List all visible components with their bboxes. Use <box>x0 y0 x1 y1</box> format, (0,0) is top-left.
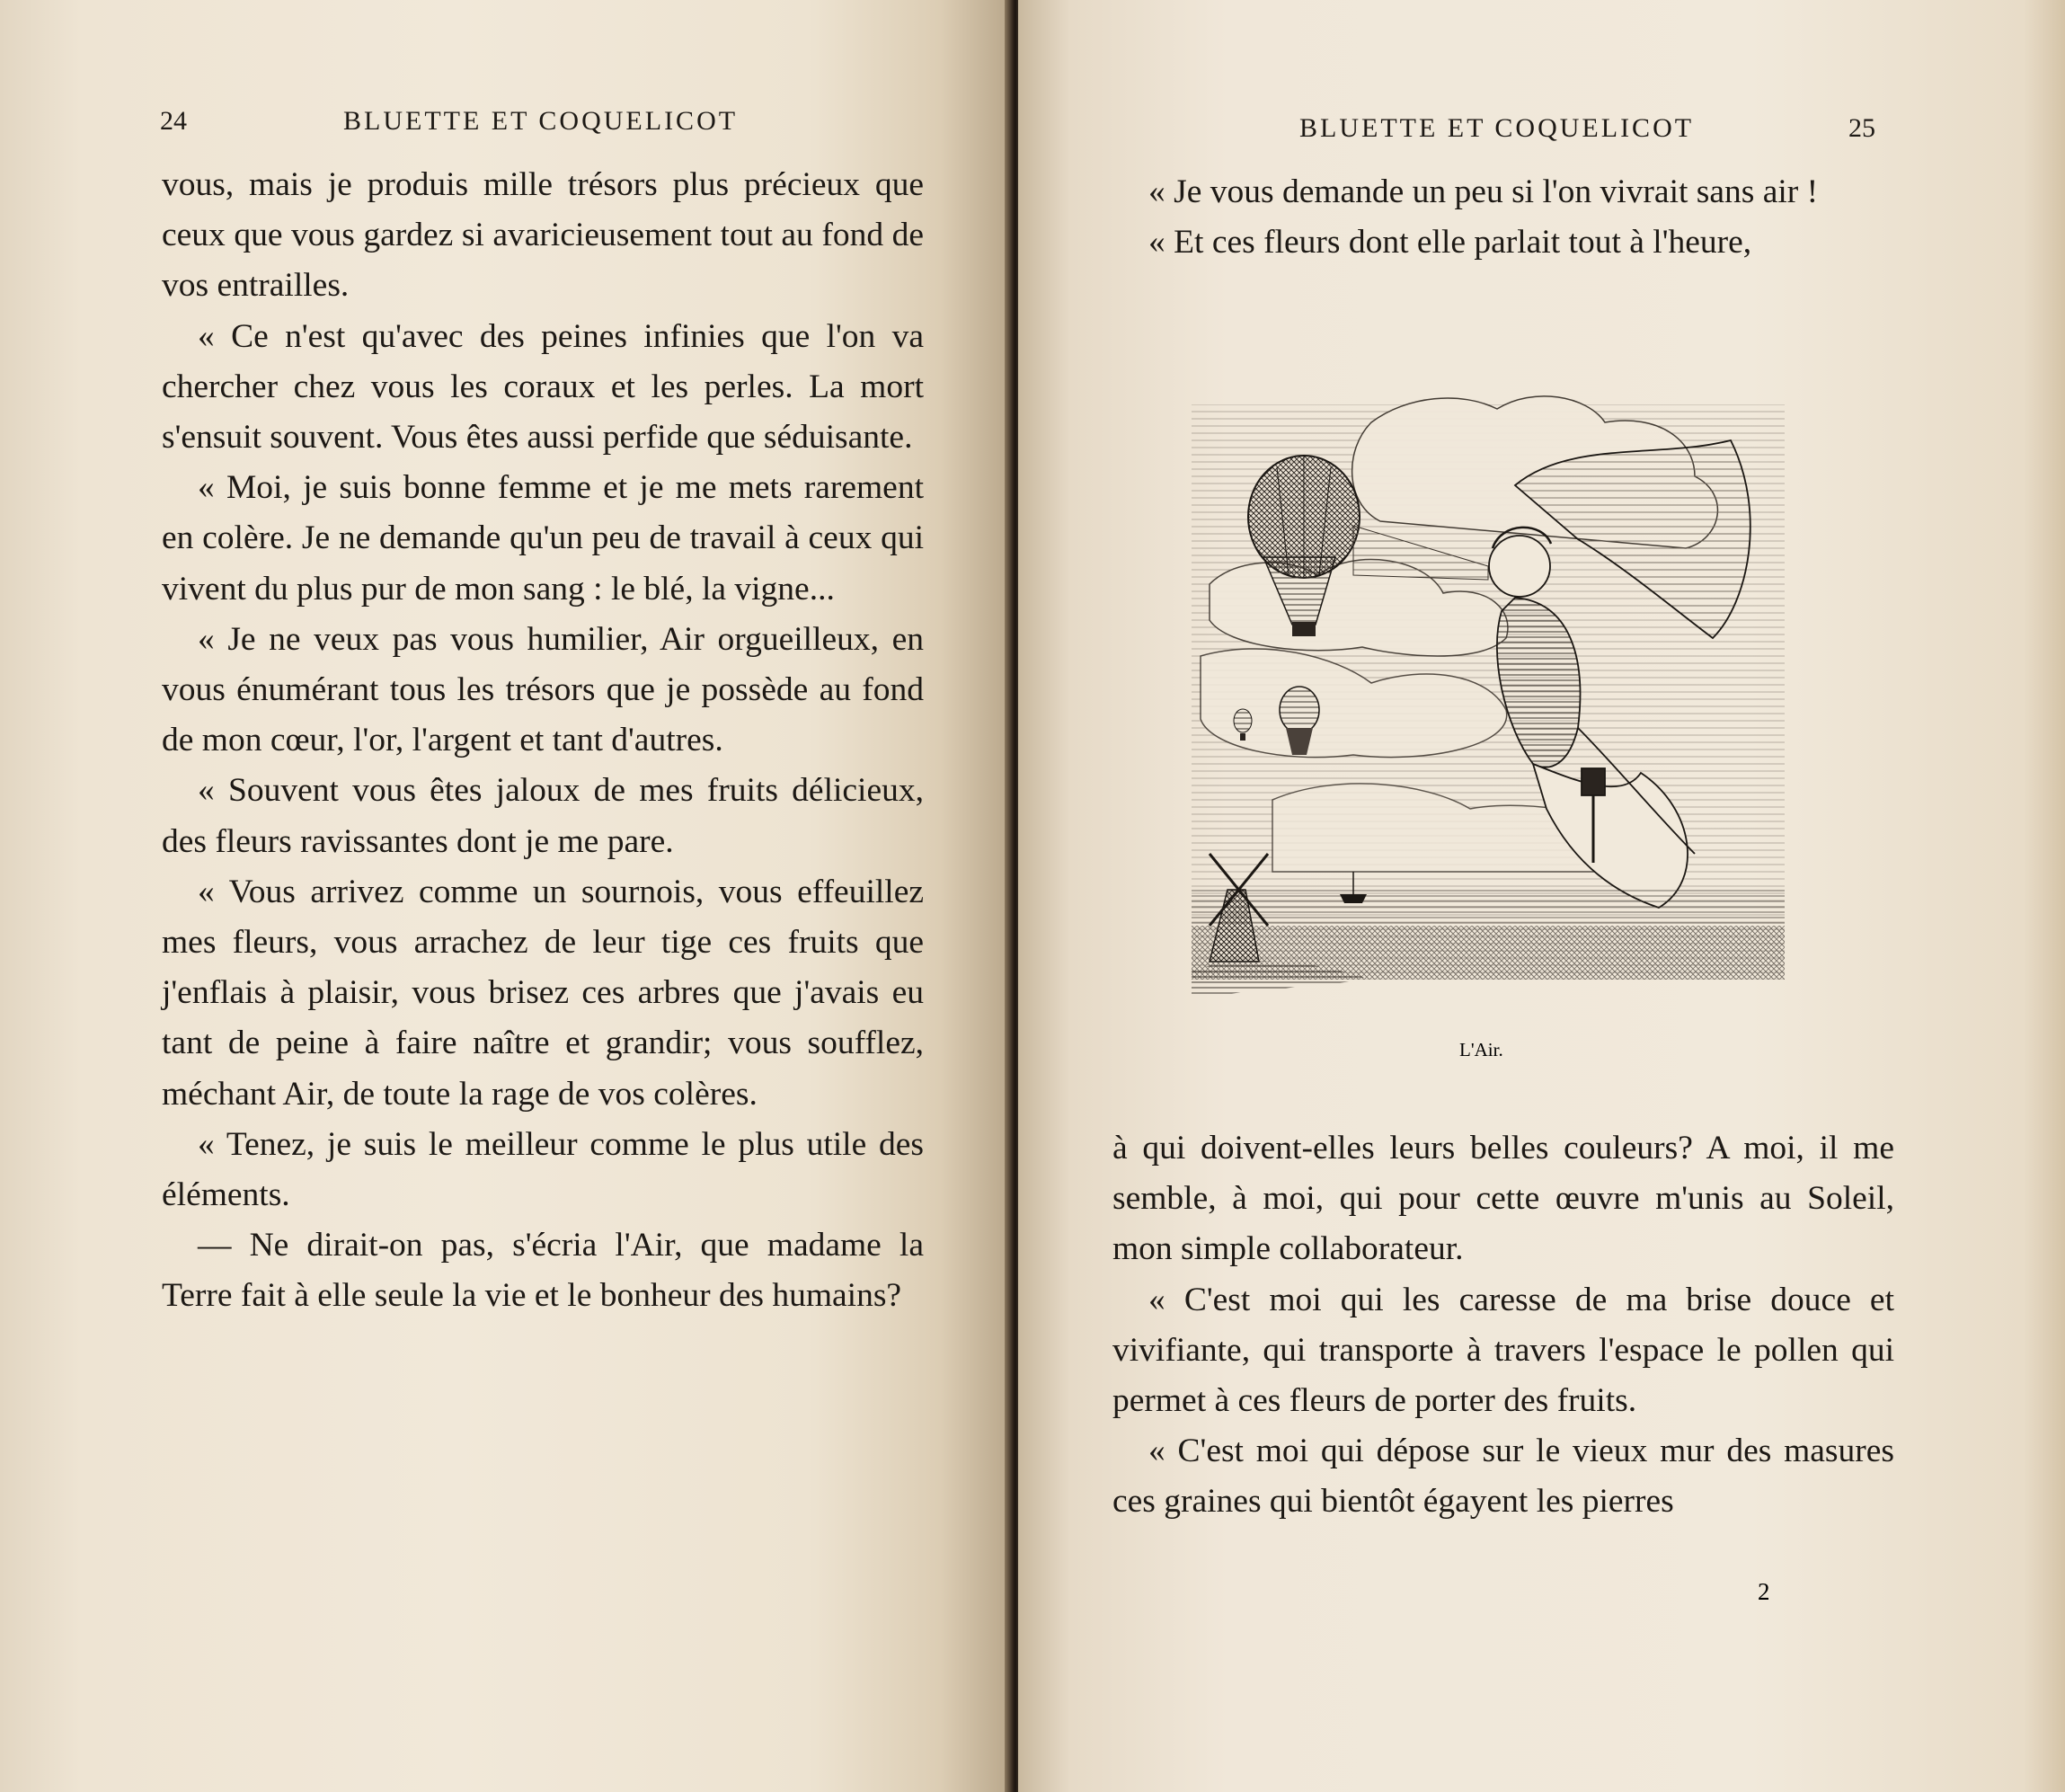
paragraph: « Je vous demande un peu si l'on vivrait sans air ! <box>1148 173 1819 210</box>
page-number-right: 25 <box>1848 113 1875 143</box>
paragraph: « Tenez, je suis le meilleur comme le plus utile des éléments. <box>162 1125 924 1214</box>
paragraph: « C'est moi qui dépose sur le vieux mur des masures ces graines qui bientôt égayent les pierres <box>1112 1433 1894 1521</box>
ship <box>1340 894 1367 903</box>
running-head-left: BLUETTE ET COQUELICOT <box>343 106 739 136</box>
running-head-right: BLUETTE ET COQUELICOT <box>1299 113 1695 143</box>
paragraph: vous, mais je produis mille trésors plus précieux que ceux que vous gardez si avaricieusement tout au fond de vos entrailles. <box>162 166 924 305</box>
signature-mark: 2 <box>1758 1578 1770 1605</box>
engraving-illustration <box>1192 386 1785 1016</box>
left-page <box>0 0 1011 1792</box>
illustration-caption: L'Air. <box>1459 1039 1503 1060</box>
right-page-text-bottom <box>1112 1123 1894 1528</box>
paragraph: à qui doivent-elles leurs belles couleurs? A moi, il me semble, à moi, qui pour cette œuvre m'unis au Soleil, mon simple collaborateur. <box>1112 1130 1894 1268</box>
paragraph: « C'est moi qui les caresse de ma brise douce et vivifiante, qui transporte à travers l'espace le pollen qui permet à ces fleurs de porter des fruits. <box>1112 1281 1894 1420</box>
paragraph: « Et ces fleurs dont elle parlait tout à l'heure, <box>1148 224 1752 262</box>
right-page-text-top <box>1112 167 1894 268</box>
paragraph: — Ne dirait-on pas, s'écria l'Air, que madame la Terre fait à elle seule la vie et le bonheur des humains? <box>162 1227 924 1315</box>
paragraph: « Souvent vous êtes jaloux de mes fruits délicieux, des fleurs ravissantes dont je me pare. <box>162 772 924 860</box>
paragraph: « Vous arrivez comme un sournois, vous effeuillez mes fleurs, vous arrachez de leur tige ces fruits que j'enflais à plaisir, vous brisez ces arbres que j'avais eu tant de peine à faire naître et grandir; vous soufflez, méchant Air, de toute la rage de vos colères. <box>162 873 924 1113</box>
left-page-text <box>162 160 924 1322</box>
page-number-left: 24 <box>160 106 187 136</box>
paragraph: « Je ne veux pas vous humilier, Air orgueilleux, en vous énumérant tous les trésors que je possède au fond de mon cœur, l'or, l'argent et tant d'autres. <box>162 620 924 759</box>
paragraph: « Ce n'est qu'avec des peines infinies que l'on va chercher chez vous les coraux et les perles. La mort s'ensuit souvent. Vous êtes aussi perfide que séduisante. <box>162 317 924 457</box>
paragraph: « Moi, je suis bonne femme et je me mets rarement en colère. Je ne demande qu'un peu de travail à ceux qui vivent du plus pur de mon sang : le blé, la vigne... <box>162 469 924 608</box>
